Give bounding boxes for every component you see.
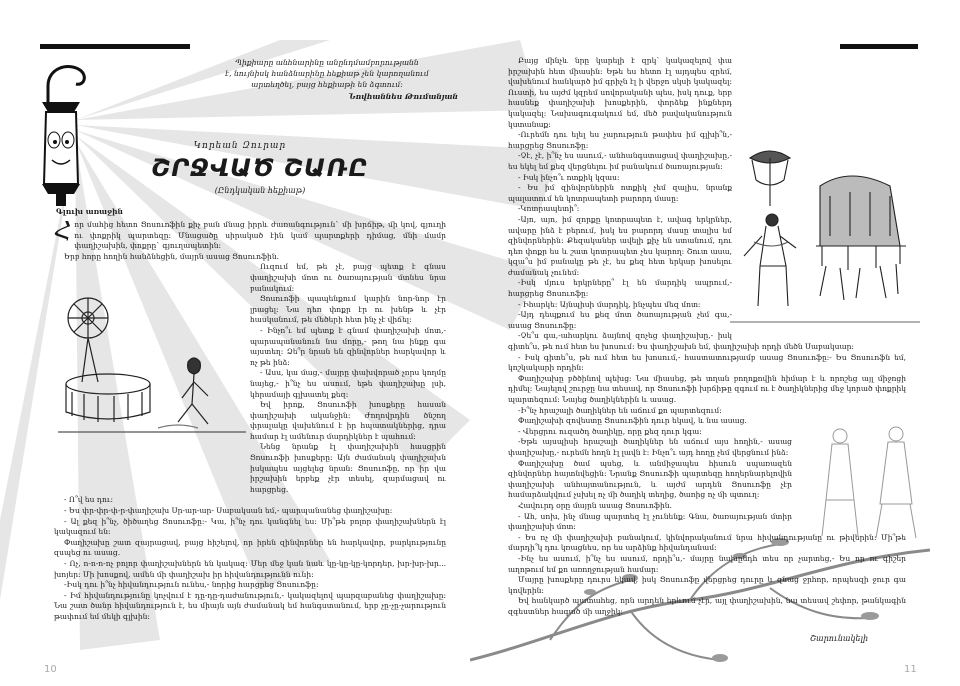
drop-cap: Հ [54, 220, 72, 245]
paragraph: Երբ հորը հողին հանձնեցին, մայրն ասաց Ցոսուոֆին. [64, 251, 279, 261]
street-lamp-face-illustration [40, 56, 120, 206]
paragraph: - Ես ոչ մի փաղիշախի բանակում, կինվորականում նրա հիվանդությանը ու թիվերին: Մի՞թե մարդի՞կ դու կռացնես, որ ես արձինք հիվանդանամ: [508, 532, 906, 553]
illustration-space [54, 336, 244, 486]
paragraph: -Ի՞նչ հրաշալի ծաղիկներ են աճում քո պարտեզում: [518, 405, 722, 415]
paragraph: -Չէ, չէ, ի՞նչ ես ասում,- անհանգստացավ փաղիշախը,- ես եկել եմ քեզ վերցնելու իմ բանակում ծառայության: [508, 151, 732, 171]
right-page [480, 0, 960, 686]
page-number: 10 [44, 664, 57, 675]
paragraph: -Իսկ դու ի՞նչ հիվանդություն ունես,- նորից հարցրեց Ցոսուոֆը: [64, 580, 319, 590]
paragraph: - Ասս, կա մաց,- մայրը փախվորած չորս կողմը նայեց,- ի՞նչ ես ասում, եթե փաղիշախը լսի, կհրամայի գլխատել քեզ: [250, 368, 446, 399]
paragraph: - Վերցրու ուզածդ ծաղիկը, որը քեզ դուր կգա: [518, 426, 702, 436]
illustration-space [796, 427, 906, 527]
chapter-heading: Գլուխ առաջին [56, 207, 123, 216]
top-rule [840, 44, 918, 49]
paragraph: Ուզում եմ, թե չէ, բայց պետք է գնաս փաղիշախի մոտ ու ծառայության մտնես նրա բանակում: [250, 262, 446, 293]
paragraph: Հավուրդ օրը մայրն ասաց Ցոսուոֆին. [518, 500, 672, 510]
epigraph-line: Պիքիարը անհնարինը անընդմամբորությանն [235, 58, 419, 67]
paragraph: -Ինչ ես ասում, ի՞նչ ես ասում, որդի՞ս,- մայրը նախընդհ տես որ չարտեց,- Ես որ ու գիշեր աղոթում եմ քո առողջության համար: [508, 553, 906, 574]
illustration-space [736, 152, 906, 332]
paragraph: - Իհարկե: Այնպիսի մարդիկ, ինչպես մեզ մոտ: [518, 299, 701, 309]
paragraph: -Իսկ մյուս երկրները՞ էլ են մարդիկ ապրում,- հարցրեց Ցոսուոֆը: [508, 278, 732, 299]
paragraph: Մայրը խոսքերը դուրս եկավ, իսկ Ցոսուոֆը վերցրեց դուրը և զնաց ջրհոր, որպեսզի ջուր գա կովերին: [508, 575, 906, 595]
paragraph: որ մահից հետո Ցոսուոֆին քիչ բան մնաց իրրև ժառանգություն` մի խրճիթ, մի կով, գյուղի ու փոքրիկ պարտեզը: Մնացածը սիրակած էին կամ պարտքերի դիմաց, մնի մամր փաղիշախին, փոքրը` գյուղապետին: [74, 220, 446, 251]
paragraph: - Ինչո՞ւ եմ պետք է գնամ փաղիշախի մոտ,- պարապանանուն նա մորը,- թող նա ինքը գա այստեղ: Ձե՞ր նրան են զինվորներ հարկավոր և ոչ թե ինձ: [250, 325, 446, 367]
paragraph: Փաղիշախը ծամ պսեց, և անմիջապես հիսուն սպառազեն զինվորներ հայտնվեցին: Նրանք Ցոսուոֆի պարտեզը հողերնարելովին փաղիշախի անհայտանություն, և այժմ արդեն Ցոսուոֆը չէր համարձակվում չսխել ոչ մի ծաղիկ տեղից, ծառից ոչ մի պտուղ: [508, 458, 792, 500]
paragraph: - Իմ հիվանդությունը կոչվում է դը-դը-դաժանություն,- կակազելով պարզաբանեց փաղիշախը: Նա շատ ծանր հիվանդություն է, ես միայն այն ժամանակ եմ հանգստանում, երբ չը-չը-չարություն թափում եմ մեկի գլխին: [54, 590, 446, 621]
epigraph [196, 58, 458, 103]
paragraph: Բայց մինչև նրը կարելի է զրկ՝ կակազելով փա իրշախին հետ միասին: Եթե ես հետո էլ այդպես զրեմ, վախենում հանկարծ իմ գրիչն էլ ի վերջո սկսի կակազել: Ուստի, ես այժմ կզրեմ սովորականի պես, իսկ դուք, երբ հասնեք փաղիշախի խոսքերին, փորձեք ինքներդ կակազել: Նախագուգակում եմ, մեծ բավականություն կստանաք: [508, 56, 732, 129]
paragraph: - Ալ քեզ ի՞նչ, ծիծաղեց Ցոսուոֆը:- Կա, ի՞նչ դու կանգնել ես: Մի՞թե բոլոր փաղիշախներն էլ կակազում են: [54, 516, 446, 537]
paragraph: - Ես իմ զինվորներին ոտքիկ չեմ զալիս, նրանք պալատում են կոտրապետի բարորդ մասը: [508, 183, 732, 203]
page-number: 11 [904, 664, 917, 675]
paragraph: -Եթե այսպիսի հրաշալի ծաղիկներ են աճում այս հողին,- ասաց փաղիշախը,- ուրեմն հողն էլ լավն է: Ինչո՞ւ այդ հողը չեմ վերցնում ինձ: [508, 437, 792, 457]
paragraph: Ցոսուոֆի պապենքում կարին նոր-նոր էր լրացել: Նա դեռ փոքր էր ու խենթ և չէր հասկանում, թե մեծերի հետ ինչ չէ վիճել: [250, 294, 446, 325]
paragraph: - Իսկ գիտե՞ս, թե ում հետ ես խոսում,- հաստատությամբ ասաց Ցոսուոֆը:- Ես Ցոսուոֆն եմ, կոշկակարի որդին: [508, 352, 906, 373]
paragraph: Եվ իրոք, Ցոսուոֆի խոսքերը հասան փաղիշախի ականջին: Ժողովրդին ծնշող փրալակը վախենում է իր հպատակներից, դրա համար էլ ամենուր մարդիկներ է պահում: [250, 400, 446, 441]
epigraph-line: է, նույնիսկ հանձնարինը հեքիաթ չեն կարողանում [225, 68, 429, 78]
paragraph: -Այո, այո, իմ զորքը կոտրապետ է, ավագ երկրներ, ավարը ինձ է բերում, իսկ ես բարորդ մասը տալիս եմ զինվորներին: Քեզականեր ավելի քիչ են ստանում, դու դեռ փոքր ես և շատ կոտրապետ չես կարող: Շուտ ասա, կզա՞ս իմ բանակը թե չէ, ես քեզ հետ երկար խոսելու ժամանակ չունեմ: [508, 214, 732, 277]
epigraph-line: արտեղծել, բայց հեքիաթի են ձգտում: [251, 79, 403, 89]
top-rule [40, 44, 190, 49]
paragraph: Նենց նրանք էլ փաղիշախին հասցրին Ցոսուոֆի խոսքերը: Այն ժամանակ փաղիշախն իսկապես այցելեց նրան: Ցոսուոֆը, որ իր վա իրշախին երբեք չէր տեսել, զարմացավ ու հարցրեց. [250, 442, 446, 494]
paragraph: -Այդ դեպքում ես քեզ մոտ ծառայության չեմ գա,- ասաց Ցոսուոֆը: [508, 310, 732, 330]
paragraph: - Ոչ, ո-ո-ո-ոչ բոլոր փաղիշախներն են կակազ: Մեր մեջ կան նաև կը-կը-կը-կորդեր, խր-խր-խր... խոյեր: Մի խոսքով, ամեն մի փաղիշախ իր հիվանդությունն ունի: [54, 559, 446, 579]
paragraph: - Իսկ ինչո՞ւ ոտքիկ կզաս: [518, 172, 620, 182]
paragraph: - Ո՞վ ես դու: [64, 495, 114, 505]
right-text-column [508, 56, 906, 626]
author-kicker: Կորեան Զուրար [193, 141, 287, 151]
paragraph: - Ահ, սոխ, ինչ մնաց պարտեզ էլ չունենք: Գնա, ծառայության մտիր փաղիշախի մոտ: [508, 511, 792, 532]
paragraph: -Կոտրապետի՞: [518, 204, 580, 214]
paragraph: Եվ հանկարծ պատահեց, որն արդեն երևում չէր, այլ փաղիշախին, նա տեսավ շեփոր, թանկագին զգեստներ հագած մի աղջիկ: [508, 596, 906, 616]
to-be-continued: Շարունակելի [810, 634, 869, 643]
story-title: ՇՐՋՎԱԾ ՇԱՌԸ [151, 154, 369, 182]
story-genre: (Ընդկական հեքիաթ) [214, 186, 306, 195]
paragraph: Փաղիշախը բծծինով պեխց: Նա միասեց, թե տղան բողոքովին հիմար է և որոշեց այլ միջոցի դիմել: Նայելով շուրջը նա տեսավ, որ Ցոսուոֆի խրճիթը զգում ու է ծաղիկներից մեջ կորած փոքրիկ պարտեզում: Նայեց ծաղիկներին և ասաց. [508, 373, 906, 404]
paragraph: Փաղիշախը շատ զայրացավ, բայց հիշելով, որ իրեն զինվորներ են հարկավոր, բարկությունը զսպեց ու ասաց. [54, 537, 446, 558]
paragraph: - Ես փր-փր-փ-ր-փաղիշախ Սր-ար-ար- Սաբակսան եմ,- պարպանանեց փաղիշախը: [64, 506, 393, 516]
paragraph: Փաղիշախի զովեստը Ցոսուոֆին դուր եկավ, և նա ասաց. [518, 416, 747, 426]
paragraph: -Ուրեմն դու ելել ես չարություն թափես իմ գլխի՞ն,- հարցրեց Ցոսուոֆը: [508, 130, 732, 150]
epigraph-author: Նովհաննես Թումանյան [348, 92, 458, 102]
left-text-column [54, 220, 446, 646]
paragraph: -Չե՞ս գա,-ահարկու ձայնով զոչեց փաղիշախը,- իսկ գիտե՞ս, թե ում հետ ես խոսում: Ես փաղիշախն եմ, փաղիշախի որդի մեծն Սաբակսար: [508, 331, 854, 352]
